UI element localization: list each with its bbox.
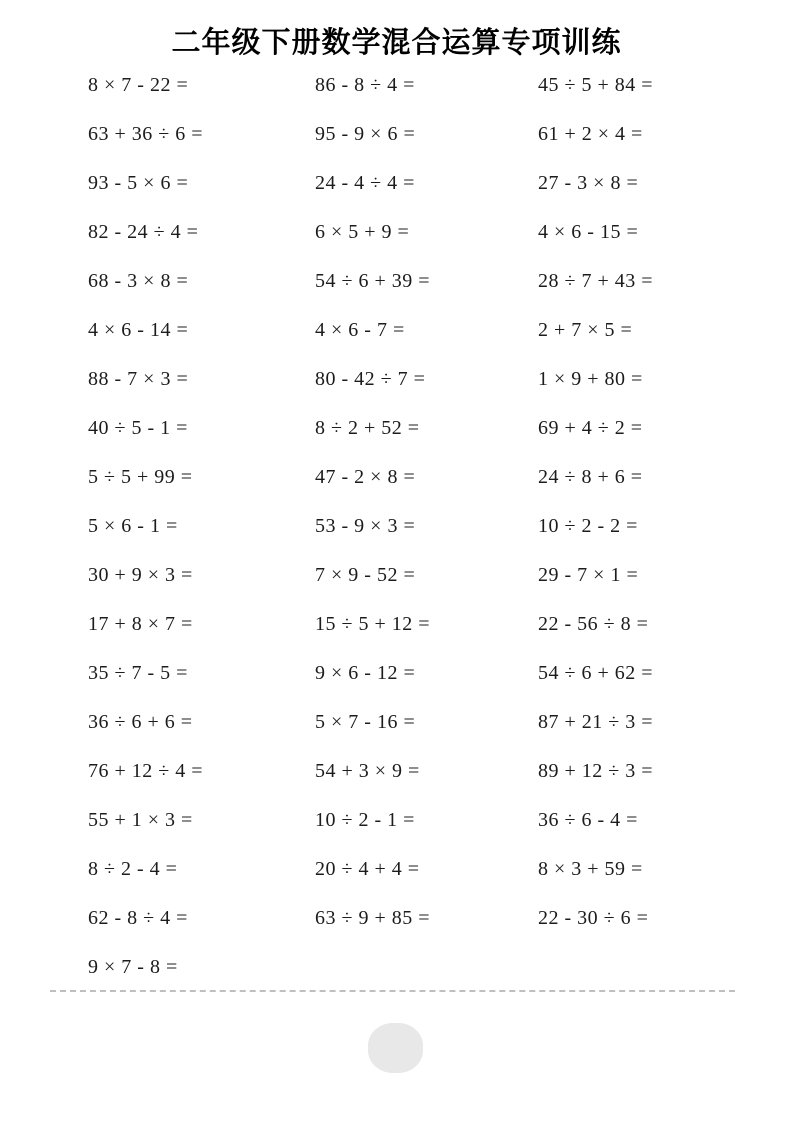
problem-expression: 54 ÷ 6 + 62 = (538, 662, 654, 684)
problem-expression: 15 ÷ 5 + 12 = (315, 613, 431, 635)
problem-expression (315, 943, 538, 992)
problem-expression: 4 × 6 - 14 = (88, 319, 189, 341)
problem-expression: 54 + 3 × 9 = (315, 760, 420, 782)
problem-expression: 35 ÷ 7 - 5 = (88, 662, 188, 684)
problem-expression: 2 + 7 × 5 = (538, 319, 633, 341)
problem-expression: 9 × 7 - 8 = (88, 956, 178, 978)
problem-expression: 76 + 12 ÷ 4 = (88, 760, 204, 782)
page-title: 二年级下册数学混合运算专项训练 (171, 27, 622, 59)
problem-expression: 24 ÷ 8 + 6 = (538, 466, 643, 488)
problem-expression: 8 × 3 + 59 = (538, 858, 643, 880)
problem-expression: 53 - 9 × 3 = (315, 515, 416, 537)
problem-expression: 63 + 36 ÷ 6 = (88, 123, 204, 145)
problem-expression: 8 × 7 - 22 = (88, 74, 189, 96)
problem-expression: 8 ÷ 2 + 52 = (315, 417, 420, 439)
dashed-separator-line (50, 990, 735, 992)
problem-expression: 8 ÷ 2 - 4 = (88, 858, 178, 880)
problem-expression: 5 ÷ 5 + 99 = (88, 466, 193, 488)
problem-expression: 5 × 6 - 1 = (88, 515, 178, 537)
problem-expression: 61 + 2 × 4 = (538, 123, 643, 145)
problem-expression: 89 + 12 ÷ 3 = (538, 760, 654, 782)
problem-expression: 22 - 56 ÷ 8 = (538, 613, 649, 635)
problem-expression: 40 ÷ 5 - 1 = (88, 417, 188, 439)
problem-expression: 24 - 4 ÷ 4 = (315, 172, 415, 194)
problem-expression: 86 - 8 ÷ 4 = (315, 74, 415, 96)
problem-expression: 82 - 24 ÷ 4 = (88, 221, 199, 243)
problem-grid (88, 61, 738, 992)
problem-expression: 6 × 5 + 9 = (315, 221, 410, 243)
problem-expression: 9 × 6 - 12 = (315, 662, 416, 684)
problem-expression: 80 - 42 ÷ 7 = (315, 368, 426, 390)
problem-expression: 95 - 9 × 6 = (315, 123, 416, 145)
problem-expression: 63 ÷ 9 + 85 = (315, 907, 431, 929)
problem-expression: 36 ÷ 6 - 4 = (538, 809, 638, 831)
problem-expression: 30 + 9 × 3 = (88, 564, 193, 586)
problem-expression: 29 - 7 × 1 = (538, 564, 639, 586)
problem-expression: 1 × 9 + 80 = (538, 368, 643, 390)
problem-expression: 5 × 7 - 16 = (315, 711, 416, 733)
problem-expression: 47 - 2 × 8 = (315, 466, 416, 488)
problem-expression: 17 + 8 × 7 = (88, 613, 193, 635)
problem-expression: 22 - 30 ÷ 6 = (538, 907, 649, 929)
problem-expression: 10 ÷ 2 - 1 = (315, 809, 415, 831)
problem-expression: 88 - 7 × 3 = (88, 368, 189, 390)
problem-expression: 54 ÷ 6 + 39 = (315, 270, 431, 292)
problem-expression (538, 943, 738, 992)
problem-expression: 36 ÷ 6 + 6 = (88, 711, 193, 733)
problem-expression: 20 ÷ 4 + 4 = (315, 858, 420, 880)
problem-expression: 4 × 6 - 7 = (315, 319, 405, 341)
problem-expression: 62 - 8 ÷ 4 = (88, 907, 188, 929)
problem-expression: 45 ÷ 5 + 84 = (538, 74, 654, 96)
problem-expression: 68 - 3 × 8 = (88, 270, 189, 292)
problem-expression: 55 + 1 × 3 = (88, 809, 193, 831)
problem-expression: 7 × 9 - 52 = (315, 564, 416, 586)
problem-expression: 93 - 5 × 6 = (88, 172, 189, 194)
problem-expression: 87 + 21 ÷ 3 = (538, 711, 654, 733)
gray-oval-placeholder (368, 1023, 423, 1073)
problem-expression: 4 × 6 - 15 = (538, 221, 639, 243)
problem-expression: 69 + 4 ÷ 2 = (538, 417, 643, 439)
problem-expression: 10 ÷ 2 - 2 = (538, 515, 638, 537)
problem-expression: 28 ÷ 7 + 43 = (538, 270, 654, 292)
problem-expression: 27 - 3 × 8 = (538, 172, 639, 194)
